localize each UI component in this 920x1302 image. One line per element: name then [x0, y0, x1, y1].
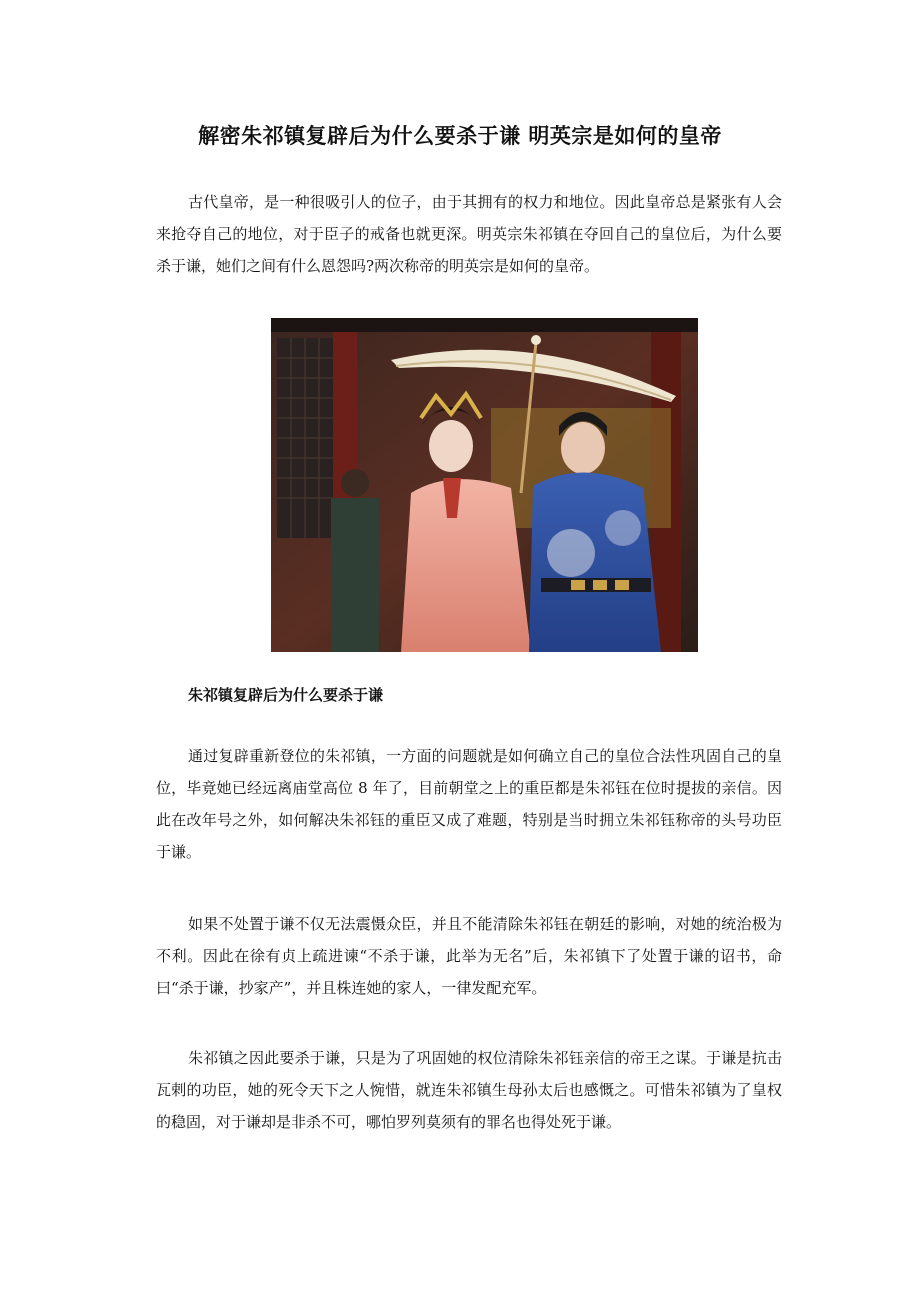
body-paragraph: 如果不处置于谦不仅无法震慑众臣，并且不能清除朱祁钰在朝廷的影响，对她的统治极为不利。因此在徐有贞上疏进谏“不杀于谦，此举为无名”后，朱祁镇下了处置于谦的诏书，命曰“杀于谦，抄家产”，并且株连她的家人，一律发配充军。: [156, 915, 782, 997]
section-heading: 朱祁镇复辟后为什么要杀于谦: [188, 686, 384, 704]
article-photo: [271, 318, 698, 652]
intro-paragraph: 古代皇帝，是一种很吸引人的位子，由于其拥有的权力和地位。因此皇帝总是紧张有人会来抢夺自己的地位，对于臣子的戒备也就更深。明英宗朱祁镇在夺回自己的皇位后，为什么要杀于谦，她们之间有什么恩怨吗?两次称帝的明英宗是如何的皇帝。: [156, 193, 782, 275]
body-paragraph: 通过复辟重新登位的朱祁镇，一方面的问题就是如何确立自己的皇位合法性巩固自己的皇位，毕竟她已经远离庙堂高位 8 年了，目前朝堂之上的重臣都是朱祁钰在位时提拔的亲信。因此在改年号之外，如何解决朱祁钰的重臣又成了难题，特别是当时拥立朱祁钰称帝的头号功臣于谦。: [156, 747, 782, 861]
body-paragraph: 朱祁镇之因此要杀于谦，只是为了巩固她的权位清除朱祁钰亲信的帝王之谋。于谦是抗击瓦剌的功臣，她的死令天下之人惋惜，就连朱祁镇生母孙太后也感慨之。可惜朱祁镇为了皇权的稳固，对于谦却是非杀不可，哪怕罗列莫须有的罪名也得处死于谦。: [156, 1049, 782, 1131]
article-title: 解密朱祁镇复辟后为什么要杀于谦 明英宗是如何的皇帝: [198, 124, 722, 148]
